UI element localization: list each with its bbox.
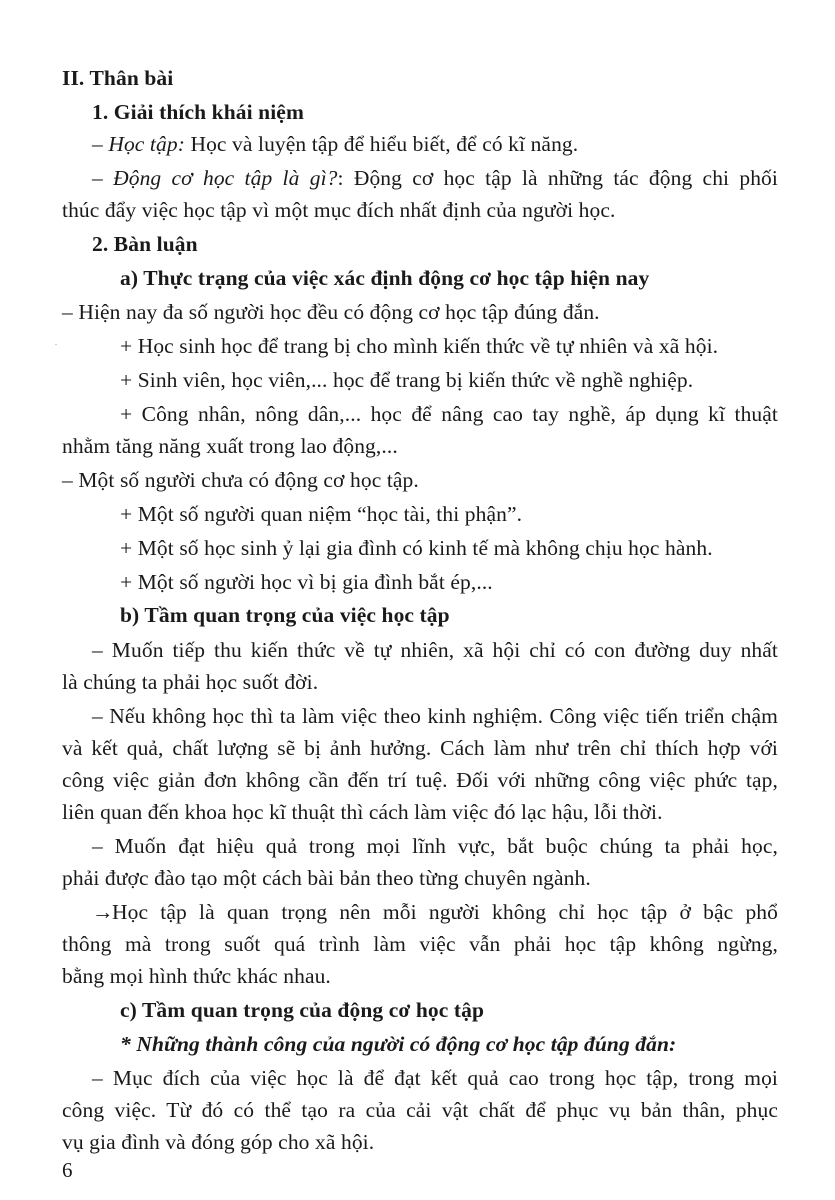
line-c2: công việc. Từ đó có thể tạo ra của cải vật chất để phục vụ bản thân, phục: [62, 1098, 778, 1122]
line-b9: →Học tập là quan trọng nên mỗi người không chỉ học tập ở bậc phổ: [92, 896, 778, 928]
line-a2: + Học sinh học để trang bị cho mình kiến thức về tự nhiên và xã hội.: [120, 334, 719, 358]
line-b6: liên quan đến khoa học kĩ thuật thì cách làm việc đó lạc hậu, lỗi thời.: [62, 800, 663, 824]
line-a3: + Sinh viên, học viên,... học để trang bị kiến thức về nghề nghiệp.: [120, 368, 694, 392]
scan-speck: ·: [54, 337, 58, 351]
line-a1: – Hiện nay đa số người học đều có động cơ học tập đúng đắn.: [62, 300, 600, 324]
line-a5: nhằm tăng năng xuất trong lao động,...: [62, 434, 398, 458]
line-b1: – Muốn tiếp thu kiến thức về tự nhiên, xã hội chỉ có con đường duy nhất: [92, 638, 778, 662]
line-a6: – Một số người chưa có động cơ học tập.: [62, 468, 419, 492]
line-b2: là chúng ta phải học suốt đời.: [62, 670, 319, 694]
line-c3: vụ gia đình và đóng góp cho xã hội.: [62, 1130, 375, 1154]
paragraph-dong-co-line1: – Động cơ học tập là gì?: Động cơ học tập là những tác động chi phối: [92, 166, 778, 190]
line-a8: + Một số học sinh ỷ lại gia đình có kinh tế mà không chịu học hành.: [120, 536, 713, 560]
line-b10: thông mà trong suốt quá trình làm việc vẫn phải học tập không ngừng,: [62, 932, 778, 956]
definition-hoc-tap: Học và luyện tập để hiểu biết, để có kĩ năng.: [184, 132, 579, 156]
subheading-c: * Những thành công của người có động cơ học tập đúng đắn:: [120, 1032, 677, 1056]
term-hoc-tap: Học tập:: [108, 132, 185, 156]
line-b11: bằng mọi hình thức khác nhau.: [62, 964, 331, 988]
arrow-right-icon: →: [92, 900, 114, 924]
section-heading: II. Thân bài: [62, 66, 174, 90]
subsection-title-2: 2. Bàn luận: [92, 232, 198, 256]
paragraph-hoc-tap: – Học tập: Học và luyện tập để hiểu biết, để có kĩ năng.: [92, 132, 579, 156]
page-number: 6: [62, 1158, 73, 1182]
line-a9: + Một số người học vì bị gia đình bắt ép,...: [120, 570, 493, 594]
heading-a: a) Thực trạng của việc xác định động cơ học tập hiện nay: [120, 266, 650, 290]
line-b5: công việc giản đơn không cần đến trí tuệ. Đối với những công việc phức tạp,: [62, 768, 778, 792]
line-b3: – Nếu không học thì ta làm việc theo kinh nghiệm. Công việc tiến triển chậm: [92, 704, 778, 728]
line-b7: – Muốn đạt hiệu quả trong mọi lĩnh vực, bắt buộc chúng ta phải học,: [92, 834, 778, 858]
line-a7: + Một số người quan niệm “học tài, thi phận”.: [120, 502, 523, 526]
line-c1: – Mục đích của việc học là để đạt kết quả cao trong học tập, trong mọi: [92, 1066, 778, 1090]
line-b8: phải được đào tạo một cách bài bản theo từng chuyên ngành.: [62, 866, 591, 890]
line-a4: + Công nhân, nông dân,... học để nâng cao tay nghề, áp dụng kĩ thuật: [120, 402, 778, 426]
term-dong-co: Động cơ học tập là gì?: [113, 166, 338, 190]
subsection-title-1: 1. Giải thích khái niệm: [92, 100, 304, 124]
line-b4: và kết quả, chất lượng sẽ bị ảnh hưởng. Cách làm như trên chỉ thích hợp với: [62, 736, 778, 760]
heading-b: b) Tầm quan trọng của việc học tập: [120, 603, 450, 627]
paragraph-dong-co-line2: thúc đẩy việc học tập vì một mục đích nhất định của người học.: [62, 198, 616, 222]
heading-c: c) Tầm quan trọng của động cơ học tập: [120, 998, 485, 1022]
